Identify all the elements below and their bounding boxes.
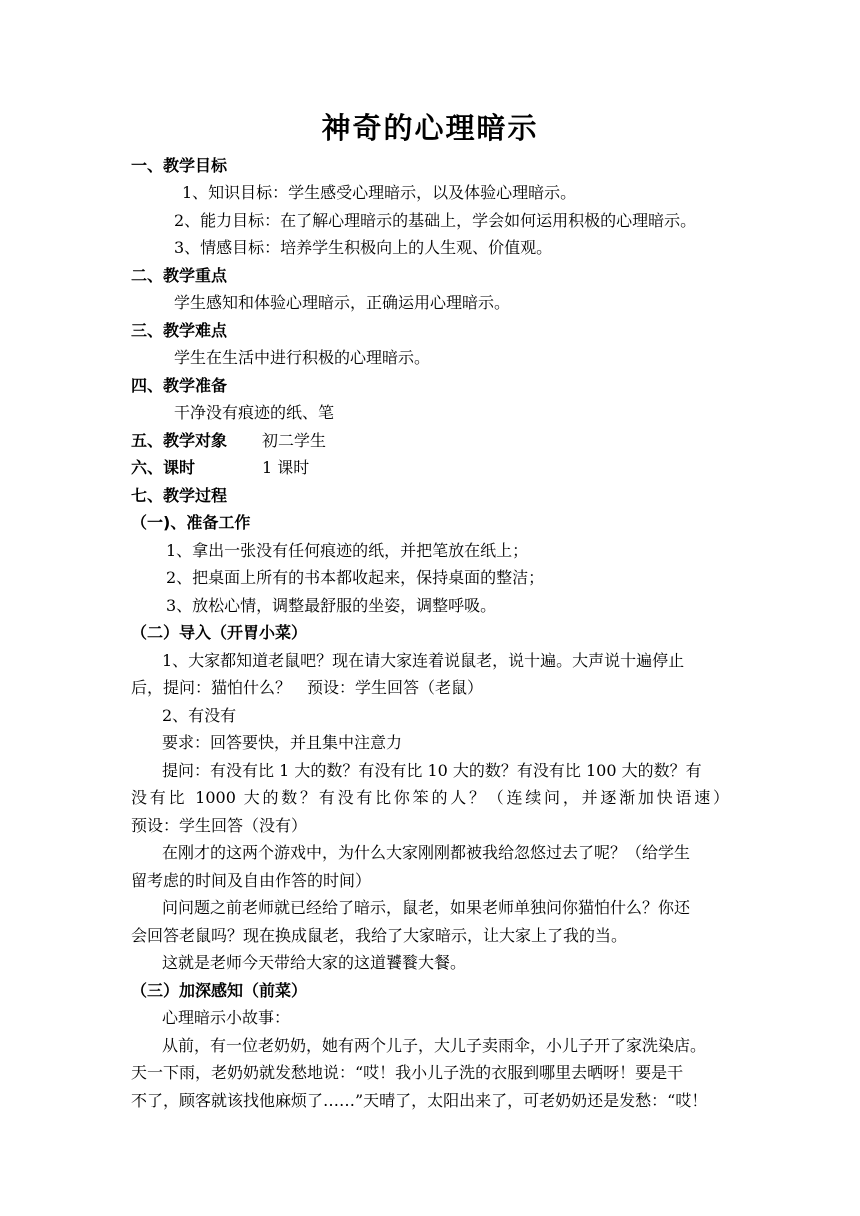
paragraph-line: 不了，顾客就该找他麻烦了……”天晴了，太阳出来了，可老奶奶还是发愁：“哎！ bbox=[131, 1091, 708, 1110]
objective-item: 3、情感目标：培养学生积极向上的人生观、价值观。 bbox=[174, 238, 553, 257]
paragraph-line: 没有比 1000 大的数？有没有比你笨的人？（连续问，并逐渐加快语速） bbox=[131, 788, 729, 807]
paragraph-line: 会回答老鼠吗？现在换成鼠老，我给了大家暗示，让大家上了我的当。 bbox=[131, 926, 628, 945]
paragraph-line: 后，提问：猫怕什么？ 预设：学生回答（老鼠） bbox=[131, 678, 484, 697]
paragraph-line: 在刚才的这两个游戏中，为什么大家刚刚都被我给忽悠过去了呢？（给学生 bbox=[162, 843, 691, 862]
section-heading-duration: 六、课时 bbox=[131, 458, 196, 477]
document-title: 神奇的心理暗示 bbox=[321, 111, 539, 145]
paragraph-line: 问问题之前老师就已经给了暗示，鼠老，如果老师单独问你猫怕什么？你还 bbox=[162, 898, 691, 917]
preparation-step: 2、把桌面上所有的书本都收起来，保持桌面的整洁； bbox=[166, 568, 545, 587]
section-heading-process: 七、教学过程 bbox=[131, 486, 228, 505]
paragraph-line: 留考虑的时间及自由作答的时间） bbox=[131, 871, 372, 890]
paragraph-line: 预设：学生回答（没有） bbox=[131, 816, 308, 835]
subsection-heading-deepen-perception: （三）加深感知（前菜） bbox=[131, 981, 308, 1000]
audience-value: 初二学生 bbox=[262, 431, 327, 450]
duration-value: 1 课时 bbox=[262, 458, 310, 477]
paragraph-line: 2、有没有 bbox=[162, 706, 237, 725]
preparation-step: 3、放松心情，调整最舒服的坐姿，调整呼吸。 bbox=[166, 596, 497, 615]
paragraph-line: 提问：有没有比 1 大的数？有没有比 10 大的数？有没有比 100 大的数？有 bbox=[162, 761, 702, 780]
key-points-text: 学生感知和体验心理暗示，正确运用心理暗示。 bbox=[174, 293, 511, 312]
section-heading-key-points: 二、教学重点 bbox=[131, 266, 228, 285]
paragraph-line: 1、大家都知道老鼠吧？现在请大家连着说鼠老，说十遍。大声说十遍停止 bbox=[162, 651, 685, 670]
paragraph-line: 从前，有一位老奶奶，她有两个儿子，大儿子卖雨伞，小儿子开了家洗染店。 bbox=[162, 1036, 707, 1055]
paragraph-line: 要求：回答要快，并且集中注意力 bbox=[162, 733, 403, 752]
objective-item: 1、知识目标：学生感受心理暗示，以及体验心理暗示。 bbox=[182, 183, 577, 202]
preparation-text: 干净没有痕迹的纸、笔 bbox=[174, 403, 335, 422]
paragraph-line: 天一下雨，老奶奶就发愁地说：“哎！我小儿子洗的衣服到哪里去晒呀！要是干 bbox=[131, 1063, 684, 1082]
section-heading-objectives: 一、教学目标 bbox=[131, 156, 228, 175]
difficulties-text: 学生在生活中进行积极的心理暗示。 bbox=[174, 348, 431, 367]
objective-item: 2、能力目标：在了解心理暗示的基础上，学会如何运用积极的心理暗示。 bbox=[174, 211, 697, 230]
section-heading-preparation: 四、教学准备 bbox=[131, 376, 228, 395]
paragraph-line: 心理暗示小故事： bbox=[162, 1008, 291, 1027]
subsection-heading-preparation-work: （一)、准备工作 bbox=[131, 513, 251, 532]
paragraph-line: 这就是老师今天带给大家的这道饕餮大餐。 bbox=[162, 953, 467, 972]
section-heading-audience: 五、教学对象 bbox=[131, 431, 228, 450]
subsection-heading-introduction: （二）导入（开胃小菜） bbox=[131, 623, 308, 642]
section-heading-difficulties: 三、教学难点 bbox=[131, 321, 228, 340]
preparation-step: 1、拿出一张没有任何痕迹的纸，并把笔放在纸上； bbox=[166, 541, 529, 560]
